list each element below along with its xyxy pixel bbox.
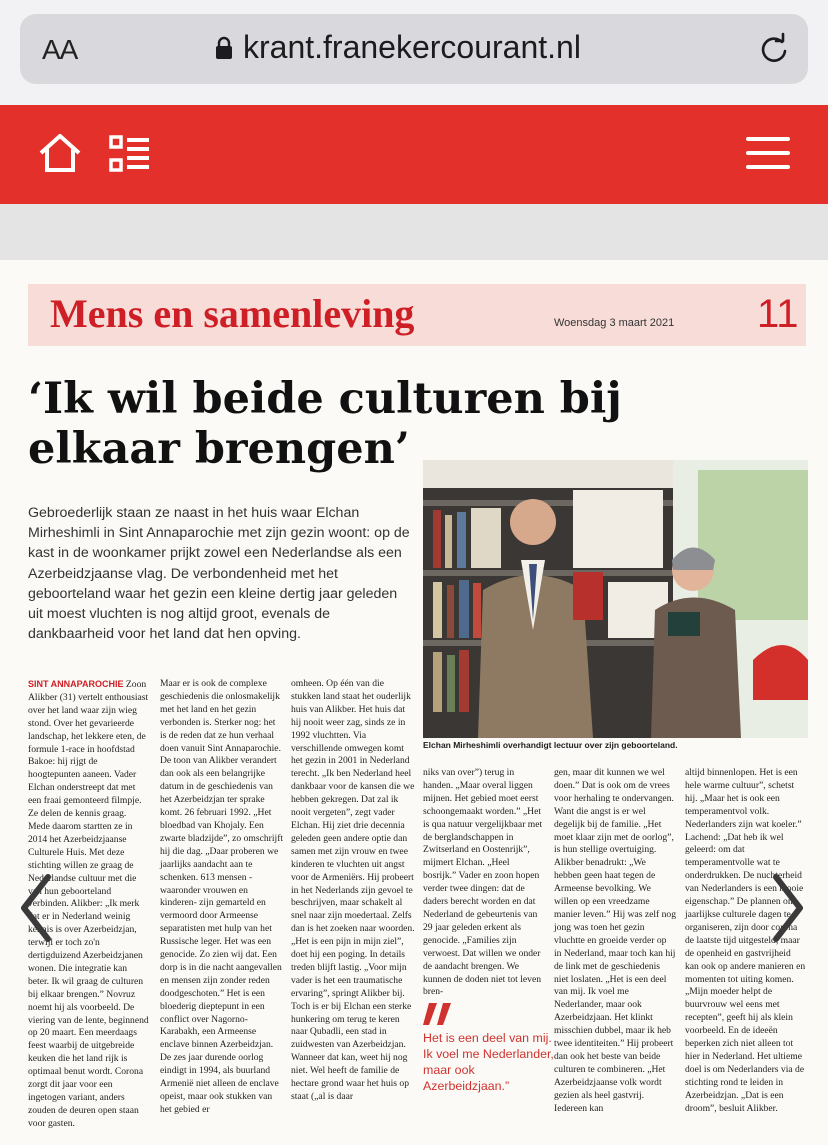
text-size-button[interactable]: AA bbox=[42, 34, 78, 65]
lock-icon bbox=[215, 36, 233, 60]
menu-icon[interactable] bbox=[746, 135, 790, 171]
article-column-5 bbox=[554, 767, 676, 1115]
column-3-text: omheen. Op één van die stukken land staat het ouderlijk huis van Alikber. Het huis dat hij nooit weer zag, sinds ze in 1992 vluchtten. Via verschillende omwegen komt het gezin in 2001 in Nederland terecht. „Ik ben Nederland heel dankbaar voor de kansen die we hebben gekregen. Dat zal ik nooit vergeten”, zegt vader Elchan. Hij ziet drie decennia geleden geen andere optie dan samen met zijn vrouw en twee kinderen te vluchten uit angst voor de Armeniërs. Hij probeert in het Nederlands zijn gevoel te beschrijven, maar schakelt al snel naar zijn moedertaal. Zelfs dan is het zoeken naar woorden. „Het is een pijn in mijn ziel”, doet hij een poging. In details treden blijft lastig. „Voor mijn vader is het een traumatische ervaring”, springt Alikber bij. Toch is er bij Elchan een sterke hunkering om terug te keren naar Qubadli, een stad in zuidwesten van Azerbeidzjan. Wanneer dat kan, weet hij nog niet. Wel heeft de familie de hectare grond waar het huis op staat („al is daar bbox=[291, 678, 415, 1102]
chevron-right-icon[interactable] bbox=[772, 873, 806, 943]
issue-date: Woensdag 3 maart 2021 bbox=[554, 317, 675, 329]
page-number: 11 bbox=[757, 292, 799, 336]
reload-icon[interactable] bbox=[756, 32, 790, 66]
article-dateline: SINT ANNAPAROCHIE bbox=[28, 679, 124, 689]
url-display[interactable] bbox=[215, 29, 581, 66]
column-2-text: Maar er is ook de complexe geschiedenis die onlosmakelijk met het land en het gezin verbonden is. Sterker nog: het is de reden dat ze hun verhaal doen vanuit Sint Annaparochie. De toon van Alikber verandert dan ook als een belangrijke datum in de geschiedenis van het Azerbeidzjan ter sprake komt. 26 februari 1992. „Het bloedbad van Khojaly. Een zwarte bladzijde”, zo omschrijft hij die dag. „Daar proberen we jaarlijks aandacht aan te schenken. 613 mensen -waaronder vrouwen en kinderen- zijn gemarteld en vermoord door Armeense separatisten met hulp van het Russische leger. Het was een genocide. Zo zien wij dat. Een dorp is in die nacht aangevallen en mensen zijn zonder reden doodgeschoten.” Het is een bloederig dieptepunt in een conflict over Nagorno-Karabakh, een Armeense enclave binnen Azerbeidzjan. De zes jaar durende oorlog eindigt in 1994, als buurland Armenië niet alleen de enclave opeist, maar ook stukken van het gebied er bbox=[160, 678, 284, 1115]
pull-quote: Het is een deel van mij. Ik voel me Nederlander, maar ook Azerbeidzjaan.” bbox=[423, 1031, 554, 1093]
quote-mark-icon bbox=[423, 1003, 455, 1025]
article-column-3 bbox=[291, 678, 415, 1104]
photo-caption: Elchan Mirheshimli overhandigt lectuur over zijn geboorteland. bbox=[423, 740, 678, 750]
column-6-text: altijd binnenlopen. Het is een hele warme cultuur”, schetst hij. „Maar het is ook een temperamentvol volk. Nederlanders zijn wat koeler.” Lachend: „Dat heb ik wel geleerd: om dat temperamentvolle wat te onderdrukken. De nuchterheid van Nederlanders is een mooie eigenschap.” De plannen om jaarlijkse culturele dagen te organiseren, zijn door corona de laatste tijd uitgesteld, maar de openheid en gastvrijheid kan ook op andere manieren en momenten tot uiting komen. „Mijn moeder helpt de buurvrouw wel eens met recepten”, geeft hij als klein voorbeeld. En de ideeën beperken zich niet alleen tot hier in Nederland. Het ultieme doel is om Nederlanders via de stichting rond te leiden in Azerbeidzjan. „Dat is een droom”, besluit Alikber. bbox=[685, 767, 806, 1114]
list-icon[interactable] bbox=[109, 135, 151, 173]
address-bar[interactable] bbox=[20, 14, 808, 84]
column-1-text: Zoon Alikber (31) vertelt enthousiast over het land waar zijn wieg stond. Over het gevarieerde landschap, het lekkere eten, de formule 1-race in hoofdstad Bakoe: hij rijgt de hoogtepunten aaneen. Vader Elchan onderstreept dat met een fraai gemonteerd filmpje. Ze delen de kennis graag. Mede daarom startten ze in 2014 het Azerbeidzjaanse Culturele Huis. Met deze stichting willen ze graag de Nederlandse cultuur met die van hun geboorteland verbinden. Alikber: „Ik merk dat er in Nederland weinig kennis is over Azerbeidzjan, terwijl er toch zo'n dertigduizend Azerbeidzjanen wonen. Die integratie kan beter. Ik wil graag de culturen bij elkaar brengen.” Novruz noemt hij als voorbeeld. De viering van de lente, beginnend op 20 maart. Een meerdaags feest waarbij de uitgebreide keuken die het land rijk is optimaal benut wordt. Corona zorgt dit jaar voor een ingetogen variant, anders zouden de deuren open staan voor gasten. bbox=[28, 679, 149, 1129]
article-column-4 bbox=[423, 767, 545, 999]
article-headline: ‘Ik wil beide culturen bij elkaar brengen’ bbox=[28, 374, 622, 474]
photo-scene bbox=[423, 460, 808, 738]
column-5-text: gen, maar dit kunnen we wel doen.” Dat is ook om de vrees voor herhaling te ondervangen. Want die angst is er wel degelijk bij de familie. „Het moet klaar zijn met de oorlog”, is hun stellige overtuiging. Alikber benadrukt: „We hebben geen haat tegen de Armeense bevolking. We willen op een vreedzame manier leven.” Hij was zelf nog jong was toen het gezin vluchtte en groeide verder op in Nederland, maar toch kan hij de link met de geschiedenis niet loslaten. „Het is een deel van mij. Ik voel me Nederlander, maar ook Azerbeidzjaan. Het klinkt misschien dubbel, maar ik heb twee identiteiten.” Hij probeert dan ook het beste van beide culturen te combineren. „Het Azerbeidzjaanse volk wordt gezien als heel gastvrij. Iedereen kan bbox=[554, 767, 677, 1114]
url-text: krant.franekercourant.nl bbox=[243, 29, 581, 65]
section-title: Mens en samenleving bbox=[50, 291, 415, 336]
browser-toolbar bbox=[0, 0, 828, 105]
home-icon[interactable] bbox=[38, 133, 82, 173]
article-photo bbox=[423, 460, 808, 738]
chevron-left-icon[interactable] bbox=[18, 873, 52, 943]
viewer-gap bbox=[0, 204, 828, 260]
article-lead: Gebroederlijk staan ze naast in het huis waar Elchan Mirheshimli in Sint Annaparochie met zijn gezin woont: op de kast in de woonkamer prijkt zowel een Nederlandse als een Azerbeidzjaanse vlag. De verbondenheid met het geboorteland waar het gezin een kleine dertig jaar geleden uit moest vluchten is nog altijd groot, evenals de dankbaarheid voor het land dat hen opving. bbox=[28, 505, 410, 643]
column-4-text: niks van over”) terug in handen. „Maar overal liggen mijnen. Het gebied moet eerst schoongemaakt worden.” „Het is qua natuur vergelijkbaar met de berglandschappen in Zwitserland en Oostenrijk”, mijmert Elchan. „Heel bosrijk.” Vader en zoon hopen verder twee dingen: dat de daders berecht worden en dat Nederland de gebeurtenis van 29 jaar geleden erkent als genocide. „Families zijn verwoest. Dat willen we onder de aandacht brengen. We kunnen de doden niet tot leven bren- bbox=[423, 767, 543, 998]
article-column-2 bbox=[160, 678, 284, 1117]
